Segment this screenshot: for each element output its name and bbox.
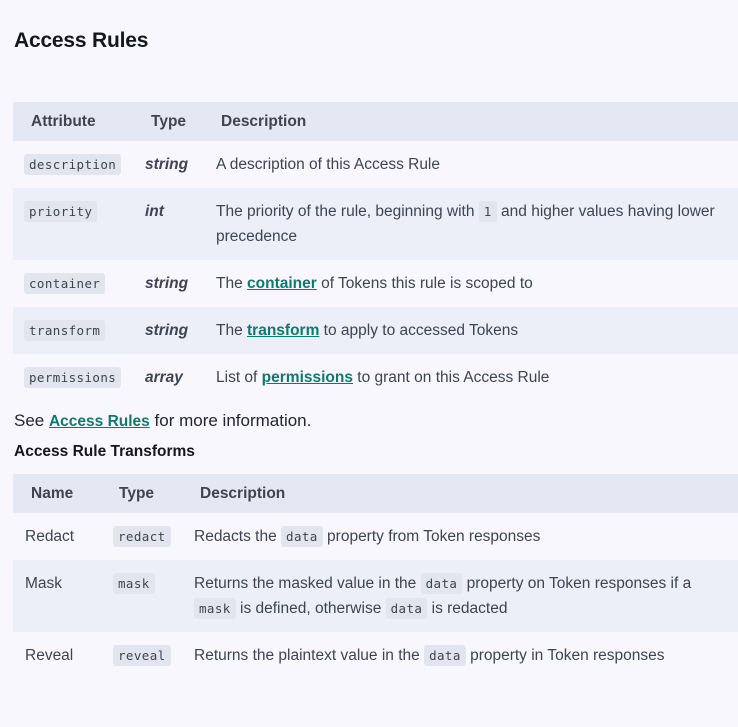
transform-link[interactable]: transform bbox=[247, 322, 320, 339]
description-text: The bbox=[216, 322, 248, 339]
attribute-code: priority bbox=[24, 201, 97, 222]
transform-name: Reveal bbox=[25, 647, 74, 664]
table-row bbox=[13, 560, 738, 632]
inline-code: data bbox=[424, 645, 466, 666]
see-more-paragraph bbox=[14, 401, 738, 441]
description-text: Redacts the bbox=[194, 528, 282, 545]
inline-code: data bbox=[386, 598, 428, 619]
attribute-code: transform bbox=[24, 320, 105, 341]
column-header-attribute: Attribute bbox=[31, 112, 96, 130]
description-text: is defined, otherwise bbox=[235, 600, 386, 617]
transform-name: Mask bbox=[25, 575, 63, 592]
description-text: property on Token responses if a bbox=[462, 575, 692, 592]
description-text: is redacted bbox=[427, 600, 508, 617]
see-more-text: for more information. bbox=[149, 411, 312, 430]
description-text: of Tokens this rule is scoped to bbox=[316, 275, 533, 292]
type-label: int bbox=[145, 203, 164, 220]
table-header-row bbox=[13, 102, 738, 141]
table-row bbox=[13, 632, 738, 679]
type-label: string bbox=[145, 156, 189, 173]
description-text: A description of this Access Rule bbox=[216, 156, 441, 173]
inline-code: data bbox=[421, 573, 463, 594]
table-row bbox=[13, 354, 738, 401]
table-row bbox=[13, 188, 738, 260]
access-rules-link[interactable]: Access Rules bbox=[48, 413, 150, 430]
type-label: string bbox=[145, 275, 189, 292]
inline-code: data bbox=[281, 526, 323, 547]
attribute-code: description bbox=[24, 154, 121, 175]
table-row bbox=[13, 513, 738, 560]
description-text: and higher values having lower precedence bbox=[216, 203, 715, 245]
description-text: The priority of the rule, beginning with bbox=[216, 203, 479, 220]
description-text: Returns the plaintext value in the bbox=[194, 647, 425, 664]
description-text: The bbox=[216, 275, 248, 292]
type-code: reveal bbox=[113, 645, 171, 666]
transforms-table bbox=[13, 474, 738, 679]
attribute-code: permissions bbox=[24, 367, 121, 388]
attribute-code: container bbox=[24, 273, 105, 294]
type-label: array bbox=[145, 369, 183, 386]
container-link[interactable]: container bbox=[247, 275, 317, 292]
permissions-link[interactable]: permissions bbox=[261, 369, 353, 386]
see-more-text: See bbox=[14, 411, 49, 430]
inline-code: 1 bbox=[479, 201, 497, 222]
description-text: property in Token responses bbox=[465, 647, 665, 664]
type-label: string bbox=[145, 322, 189, 339]
description-text: List of bbox=[216, 369, 262, 386]
description-text: property from Token responses bbox=[322, 528, 541, 545]
table-row bbox=[13, 307, 738, 354]
table-header-row bbox=[13, 474, 738, 513]
type-code: mask bbox=[113, 573, 155, 594]
table-row bbox=[13, 141, 738, 188]
attributes-table bbox=[13, 102, 738, 401]
description-text: to apply to accessed Tokens bbox=[319, 322, 519, 339]
column-header-description: Description bbox=[200, 484, 286, 502]
type-code: redact bbox=[113, 526, 171, 547]
description-text: to grant on this Access Rule bbox=[352, 369, 550, 386]
page-title: Access Rules bbox=[14, 29, 149, 52]
column-header-description: Description bbox=[221, 112, 307, 130]
section-title: Access Rule Transforms bbox=[14, 443, 195, 460]
inline-code: mask bbox=[194, 598, 236, 619]
column-header-type: Type bbox=[119, 484, 155, 502]
transform-name: Redact bbox=[25, 528, 75, 545]
column-header-name: Name bbox=[31, 484, 74, 502]
description-text: Returns the masked value in the bbox=[194, 575, 421, 592]
table-row bbox=[13, 260, 738, 307]
column-header-type: Type bbox=[151, 112, 187, 130]
